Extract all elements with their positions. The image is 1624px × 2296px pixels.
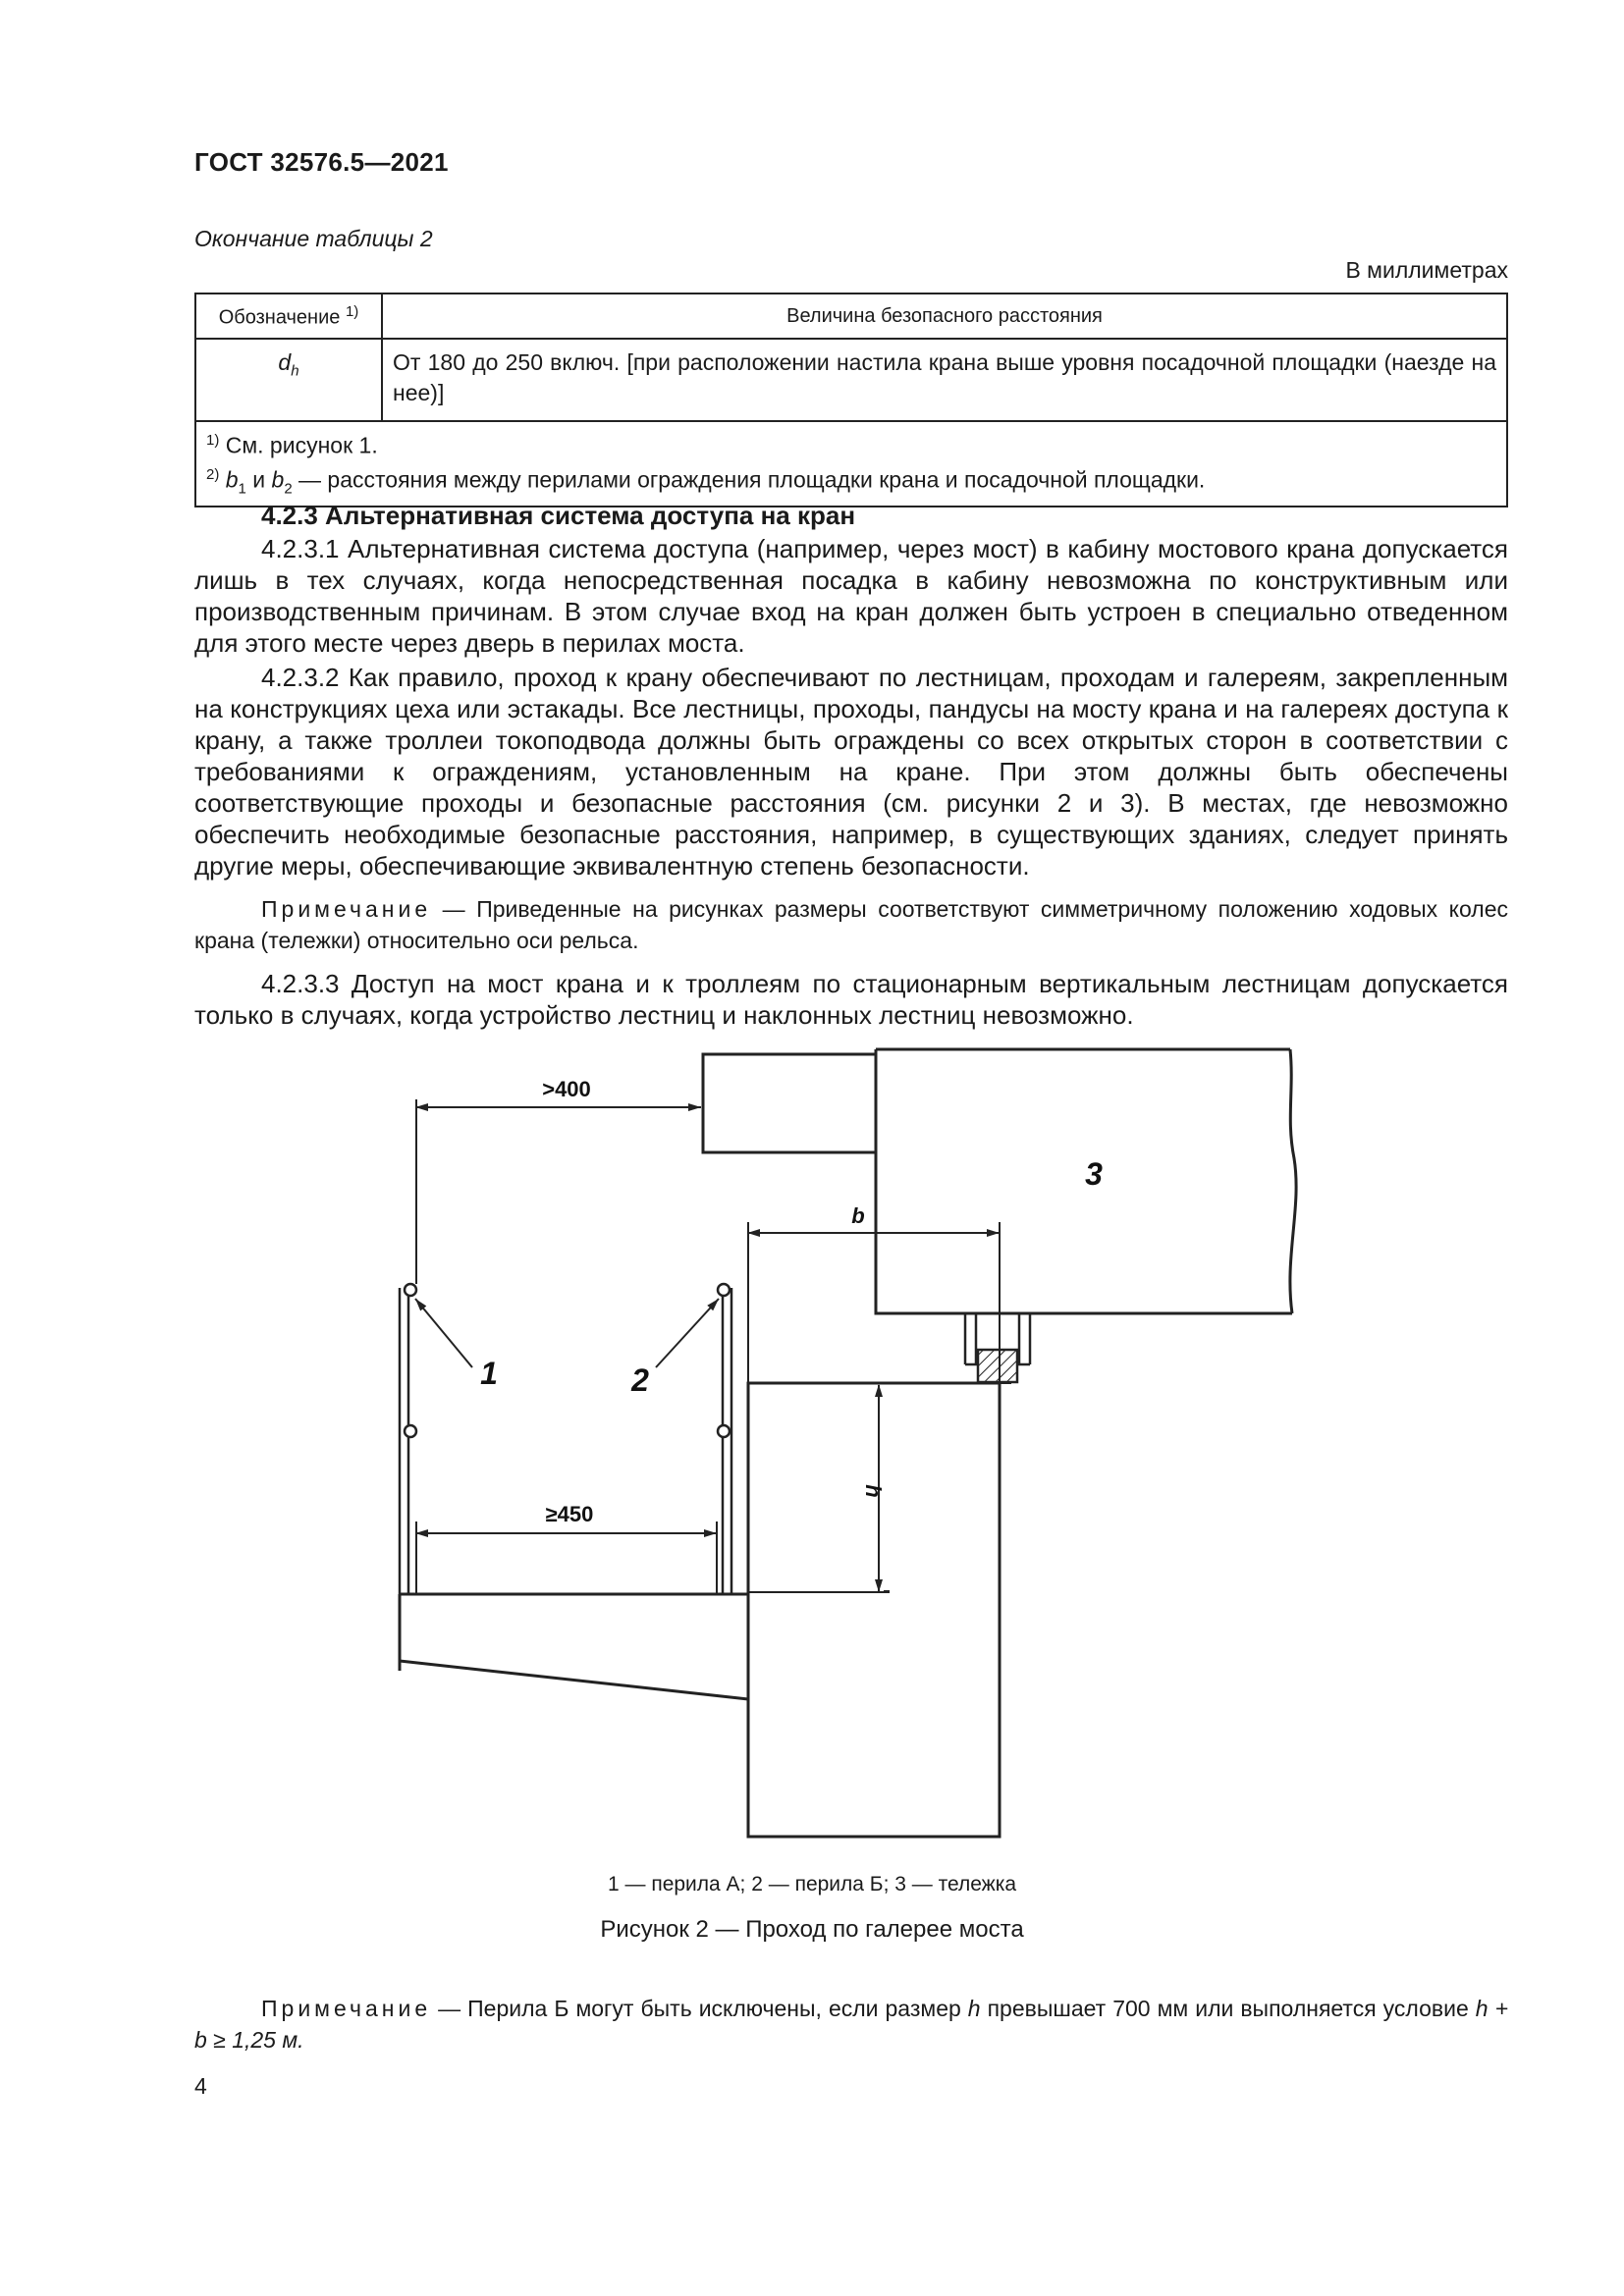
rail-section [978, 1350, 1017, 1382]
bridge-girder [748, 1383, 1000, 1837]
leader-2 [656, 1299, 719, 1367]
page-number: 4 [194, 2073, 207, 2099]
note-2: Примечание — Перила Б могут быть исключены, если размер h превышает 700 мм или выполняется условие h + b ≥ 1,25 м. [194, 1996, 1508, 2053]
figure-legend: 1 — перила А; 2 — перила Б; 3 — тележка [607, 1873, 1017, 1896]
label-dim-h: h [861, 1484, 886, 1498]
gallery-structure [400, 1383, 1000, 1837]
table-units: В миллиметрах [1345, 257, 1508, 283]
label-callout-2: 2 [631, 1362, 649, 1398]
trolley-block [703, 1054, 876, 1152]
column-header-symbol: Обозначение $^{1)}$ [195, 294, 382, 339]
railing-a [400, 1284, 416, 1594]
column-header-value: Величина безопасного расстояния [382, 294, 1507, 339]
footnote-2: $^{2)}$ $b_1$ и $b_2$ — расстояния между перилами ограждения площадки крана и посадочной площадки. [206, 465, 1206, 497]
label-callout-1: 1 [480, 1356, 498, 1391]
railing-b-top-rail [718, 1284, 730, 1296]
railing-a-mid-rail [405, 1425, 416, 1437]
section-body [194, 533, 1508, 881]
paragraph-4-2-3-3: 4.2.3.3 Доступ на мост крана и к троллеям по стационарным вертикальным лестницам допускается только в случаях, когда устройство лестниц и наклонных лестниц невозможно. [194, 969, 1508, 1030]
label-dim-400: >400 [542, 1077, 591, 1101]
dimension-lines [416, 1099, 1011, 1594]
section-heading: 4.2.3 Альтернативная система доступа на кран [261, 501, 856, 530]
table-cell-symbol: $d_h$ [195, 339, 382, 421]
footnote-1: $^{1)}$ См. рисунок 1. [206, 432, 378, 458]
table-header-row [195, 294, 1507, 339]
leader-1 [415, 1299, 472, 1367]
table-cell-value: От 180 до 250 включ. [при расположении настила крана выше уровня посадочной площадки (наезде на нее)] [382, 339, 1507, 421]
trolley-wheel [965, 1313, 1030, 1382]
railing-b-mid-rail [718, 1425, 730, 1437]
label-dim-b: b [851, 1203, 865, 1228]
label-callout-3: 3 [1085, 1156, 1103, 1192]
note-1: Примечание — Приведенные на рисунках размеры соответствуют симметричному положению ходовых колес крана (тележки) относительно оси рельса. [194, 896, 1508, 953]
table-row [195, 339, 1507, 421]
label-dim-450: ≥450 [545, 1502, 594, 1526]
figure-caption: Рисунок 2 — Проход по галерее моста [600, 1916, 1024, 1943]
table-footnotes-row [195, 421, 1507, 507]
railing-a-top-rail [405, 1284, 416, 1296]
table-footnotes [195, 421, 1507, 507]
paragraph-4-2-3-2: 4.2.3.2 Как правило, проход к крану обеспечивают по лестницам, проходам и галереям, закрепленным на конструкциях цеха или эстакады. Все лестницы, проходы, пандусы на мосту крана и на галереях доступа к крану, а также троллеи токоподвода должны быть ограждены со всех открытых сторон в соответствии с требованиями к ограждениям, установленным на кране. При этом должны быть обеспечены соответствующие проходы и безопасные расстояния (см. рисунки 2 и 3). В местах, где невозможно обеспечить необходимые безопасные расстояния, например, в существующих зданиях, следует принять другие меры, обеспечивающие эквивалентную степень безопасности. [194, 663, 1508, 881]
table-caption: Окончание таблицы 2 [194, 226, 433, 251]
figure-labels [480, 1077, 1103, 1526]
trolley-3 [703, 1049, 1296, 1313]
railing-b [718, 1284, 731, 1594]
safety-distance-table [194, 293, 1508, 507]
paragraph-4-2-3-1: 4.2.3.1 Альтернативная система доступа (например, через мост) в кабину мостового крана допускается лишь в тех случаях, когда непосредственная посадка в кабину невозможна по конструктивным или производственным причинам. В этом случае вход на кран должен быть устроен в специально отведенном для этого месте через дверь в перилах моста. [194, 534, 1508, 658]
paragraph-4-2-3-3-wrap [194, 968, 1508, 1031]
leader-lines [415, 1299, 719, 1367]
document-id: ГОСТ 32576.5—2021 [194, 147, 449, 177]
